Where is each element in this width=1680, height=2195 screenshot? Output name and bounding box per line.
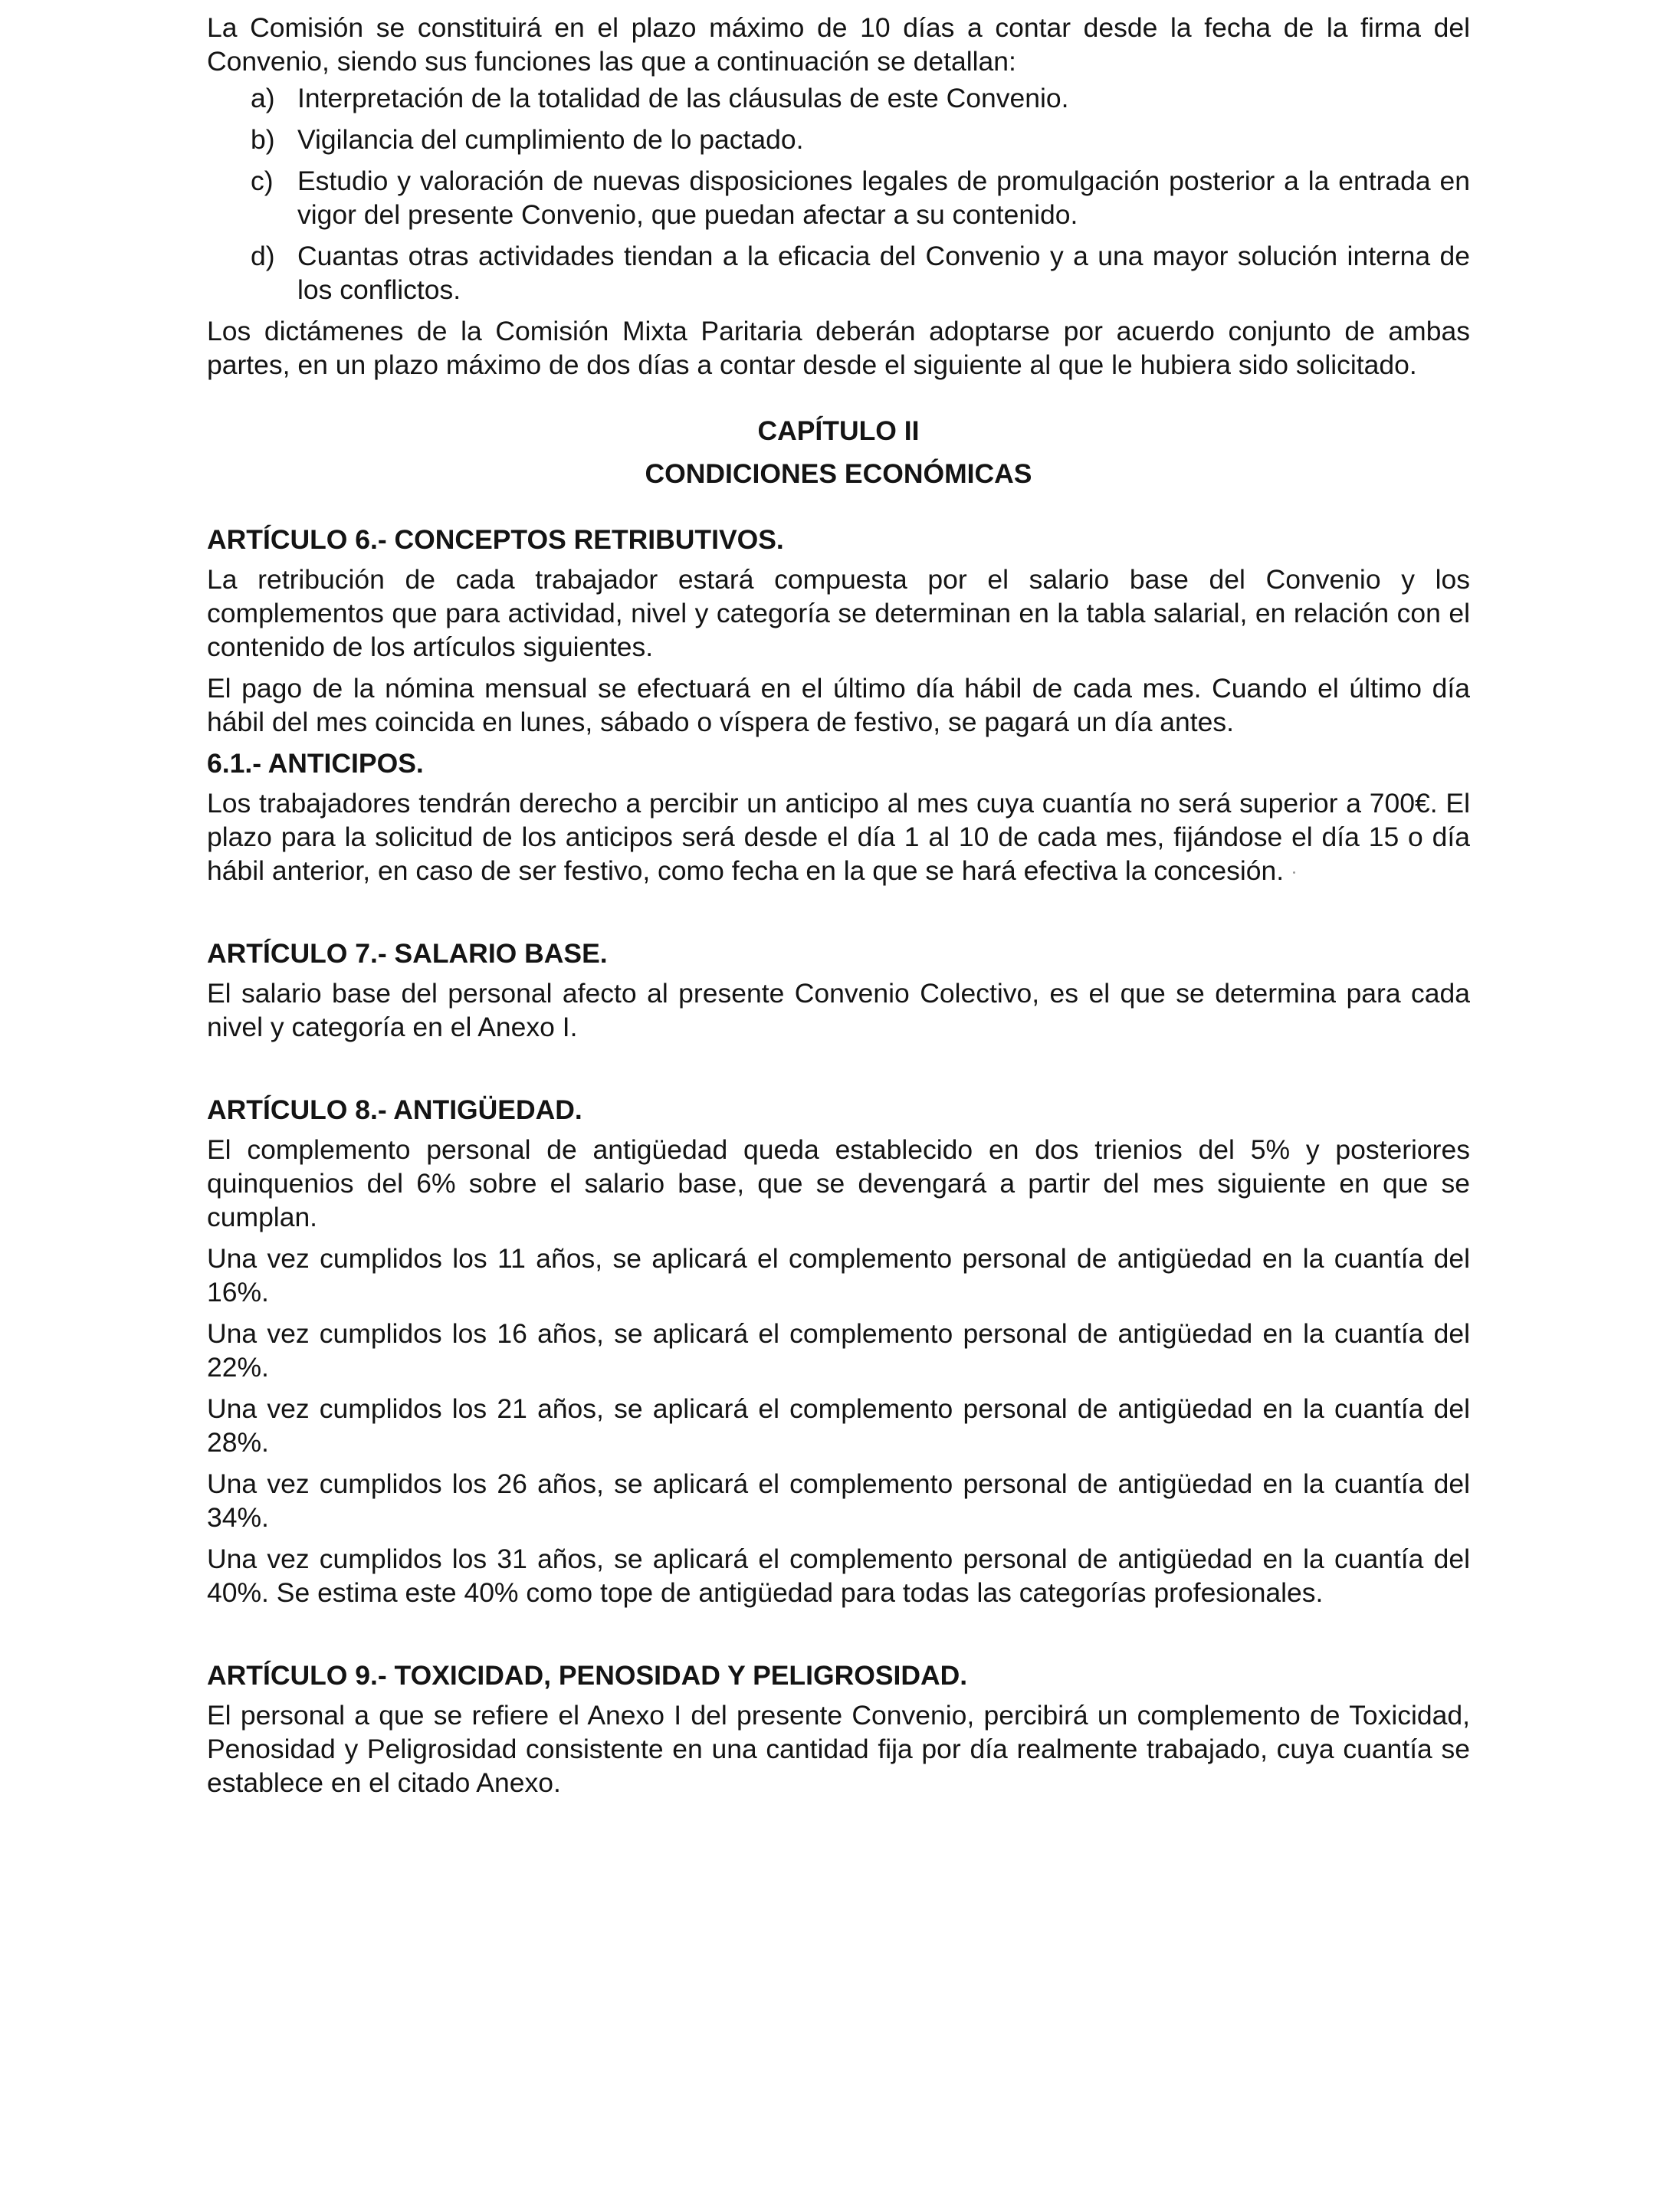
list-item [207, 239, 1470, 307]
list-marker: b) [251, 124, 275, 155]
list-marker: c) [251, 166, 274, 196]
chapter-number: CAPÍTULO II [757, 415, 920, 446]
article-6-1-heading: 6.1.- ANTICIPOS. [207, 748, 424, 779]
article-6-paragraph: La retribución de cada trabajador estará compuesta por el salario base del Convenio y los complementos que para actividad, nivel y categoría se determinan en la tabla salarial, en relación con el contenido de los artículos siguientes. [207, 564, 1470, 662]
article-9-heading: ARTÍCULO 9.- TOXICIDAD, PENOSIDAD Y PELIGROSIDAD. [207, 1660, 968, 1691]
list-marker: d) [251, 241, 275, 271]
chapter-heading [207, 409, 1470, 495]
list-item-text: Vigilancia del cumplimiento de lo pactado. [297, 124, 804, 155]
article-8-paragraph: Una vez cumplidos los 11 años, se aplicará el complemento personal de antigüedad en la cuantía del 16%. [207, 1243, 1470, 1307]
document-page [207, 11, 1470, 1800]
functions-list [207, 81, 1470, 307]
list-item-text: Interpretación de la totalidad de las cláusulas de este Convenio. [297, 83, 1069, 113]
dictamenes-paragraph: Los dictámenes de la Comisión Mixta Paritaria deberán adoptarse por acuerdo conjunto de ambas partes, en un plazo máximo de dos días a contar desde el siguiente al que le hubiera sido solicitado. [207, 316, 1470, 380]
article-8-paragraph: Una vez cumplidos los 26 años, se aplicará el complemento personal de antigüedad en la cuantía del 34%. [207, 1468, 1470, 1533]
article-8-paragraph: Una vez cumplidos los 31 años, se aplicará el complemento personal de antigüedad en la cuantía del 40%. Se estima este 40% como tope de antigüedad para todas las categorías profesionales. [207, 1544, 1470, 1608]
article-8-paragraph: Una vez cumplidos los 16 años, se aplicará el complemento personal de antigüedad en la cuantía del 22%. [207, 1318, 1470, 1383]
stray-dot [1293, 871, 1295, 874]
article-6-1-paragraph [207, 786, 1470, 888]
article-7-paragraph: El salario base del personal afecto al presente Convenio Colectivo, es el que se determina para cada nivel y categoría en el Anexo I. [207, 978, 1470, 1042]
list-item-text: Estudio y valoración de nuevas disposiciones legales de promulgación posterior a la entrada en vigor del presente Convenio, que puedan afectar a su contenido. [297, 166, 1470, 230]
list-item [207, 164, 1470, 231]
intro-paragraph: La Comisión se constituirá en el plazo máximo de 10 días a contar desde la fecha de la firma del Convenio, siendo sus funciones las que a continuación se detallan: [207, 12, 1470, 77]
article-9-paragraph: El personal a que se refiere el Anexo I del presente Convenio, percibirá un complemento de Toxicidad, Penosidad y Peligrosidad consistente en una cantidad fija por día realmente trabajado, cuya cuantía se establece en el citado Anexo. [207, 1700, 1470, 1798]
list-item-text: Cuantas otras actividades tiendan a la eficacia del Convenio y a una mayor solución interna de los conflictos. [297, 241, 1470, 305]
article-8-heading: ARTÍCULO 8.- ANTIGÜEDAD. [207, 1094, 582, 1125]
article-6-1-text: Los trabajadores tendrán derecho a percibir un anticipo al mes cuya cuantía no será superior a 700€. El plazo para la solicitud de los anticipos será desde el día 1 al 10 de cada mes, fijándose el día 15 o día hábil anterior, en caso de ser festivo, como fecha en la que se hará efectiva la concesión. [207, 788, 1470, 886]
article-7-heading: ARTÍCULO 7.- SALARIO BASE. [207, 938, 608, 969]
list-item [207, 123, 1470, 156]
article-6-heading: ARTÍCULO 6.- CONCEPTOS RETRIBUTIVOS. [207, 524, 784, 555]
list-item [207, 81, 1470, 115]
article-8-paragraph: Una vez cumplidos los 21 años, se aplicará el complemento personal de antigüedad en la cuantía del 28%. [207, 1393, 1470, 1458]
chapter-title: CONDICIONES ECONÓMICAS [645, 458, 1032, 489]
list-marker: a) [251, 83, 275, 113]
article-6-paragraph: El pago de la nómina mensual se efectuará en el último día hábil de cada mes. Cuando el último día hábil del mes coincida en lunes, sábado o víspera de festivo, se pagará un día antes. [207, 673, 1470, 737]
article-8-paragraph: El complemento personal de antigüedad queda establecido en dos trienios del 5% y posteriores quinquenios del 6% sobre el salario base, que se devengará a partir del mes siguiente en que se cumplan. [207, 1134, 1470, 1232]
